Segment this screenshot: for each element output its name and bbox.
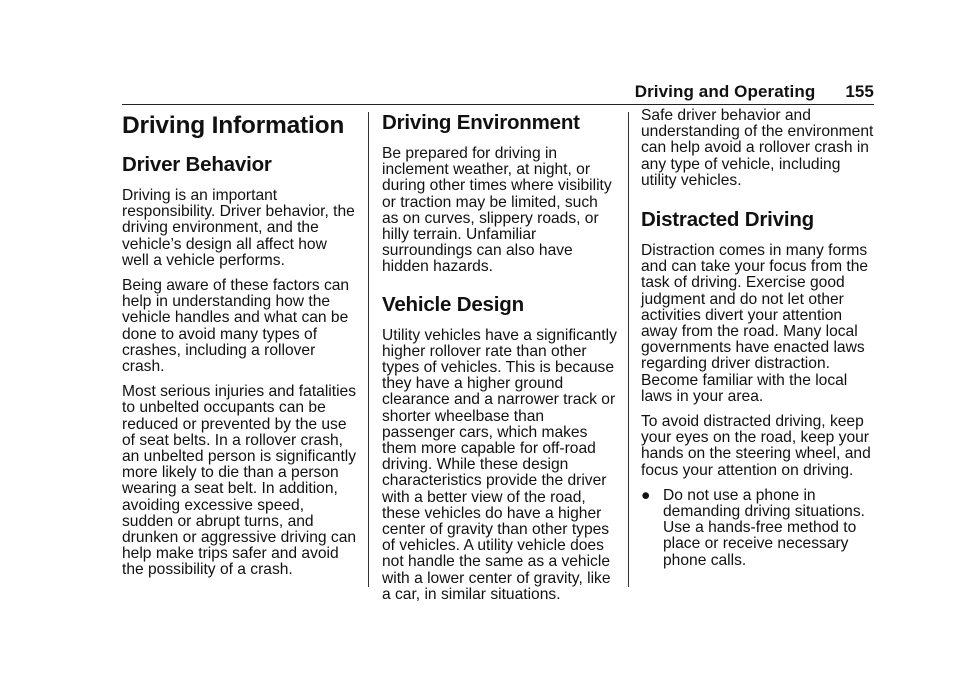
- paragraph: Most serious injuries and fatalities to unbelted occupants can be reduced or prevented by the use of seat belts. In a rollover crash, an unbelted person is significantly more likely to die than a person wearing a seat belt. In addition, avoiding excessive speed, sudden or abrupt turns, and drunken or aggressive driving can help make trips safer and avoid the possibility of a crash.: [122, 383, 357, 579]
- paragraph: Utility vehicles have a significantly higher rollover rate than other types of vehicles. This is because they have a higher ground clearance and a narrower track or shorter wheelbase than passenger cars, which makes them more capable for off-road driving. While these design characteristics provide the driver with a better view of the road, these vehicles do have a higher center of gravity than other types of vehicles. A utility vehicle does not handle the same as a vehicle with a lower center of gravity, like a car, in similar situations.: [382, 326, 617, 603]
- running-header: [0, 82, 874, 102]
- paragraph: Safe driver behavior and understanding of the environment can help avoid a rollover crash in any type of vehicle, including utility vehicles.: [641, 107, 874, 189]
- paragraph: To avoid distracted driving, keep your eyes on the road, keep your hands on the steering wheel, and focus your attention on driving.: [641, 413, 871, 479]
- column-divider-2: [628, 112, 629, 587]
- column-2: [382, 108, 618, 612]
- paragraph: Be prepared for driving in inclement weather, at night, or during other times where visibility or traction may be limited, such as on curves, slippery roads, or hilly terrain. Unfamiliar surroundings can also have hidden hazards.: [382, 145, 612, 276]
- heading-distracted-driving: Distracted Driving: [641, 208, 814, 232]
- heading-driving-environment: Driving Environment: [382, 111, 580, 134]
- bullet-item: [641, 488, 877, 569]
- bullet-text: Do not use a phone in demanding driving situations. Use a hands-free method to place or receive necessary phone calls.: [663, 486, 865, 569]
- paragraph: Distraction comes in many forms and can take your focus from the task of driving. Exercise good judgment and do not let other activities divert your attention away from the road. Many local governments have enacted laws regarding driver distraction. Become familiar with the local laws in your area.: [641, 242, 869, 405]
- heading-vehicle-design: Vehicle Design: [382, 292, 524, 316]
- paragraph: Driving is an important responsibility. Driver behavior, the driving environment, and the vehicle’s design all affect how well a vehicle performs.: [122, 187, 355, 269]
- paragraph: Being aware of these factors can help in understanding how the vehicle handles and what can be done to avoid many types of crashes, including a rollover crash.: [122, 277, 350, 376]
- column-1: [122, 108, 358, 588]
- column-3: [641, 108, 877, 569]
- header-rule: [122, 104, 874, 105]
- page-title: Driving Information: [122, 112, 345, 139]
- section-title: Driving and Operating: [634, 82, 816, 101]
- page-number: 155: [845, 82, 874, 101]
- heading-driver-behavior: Driver Behavior: [122, 153, 272, 176]
- bullet-icon: ●: [641, 486, 651, 504]
- column-divider-1: [368, 112, 369, 587]
